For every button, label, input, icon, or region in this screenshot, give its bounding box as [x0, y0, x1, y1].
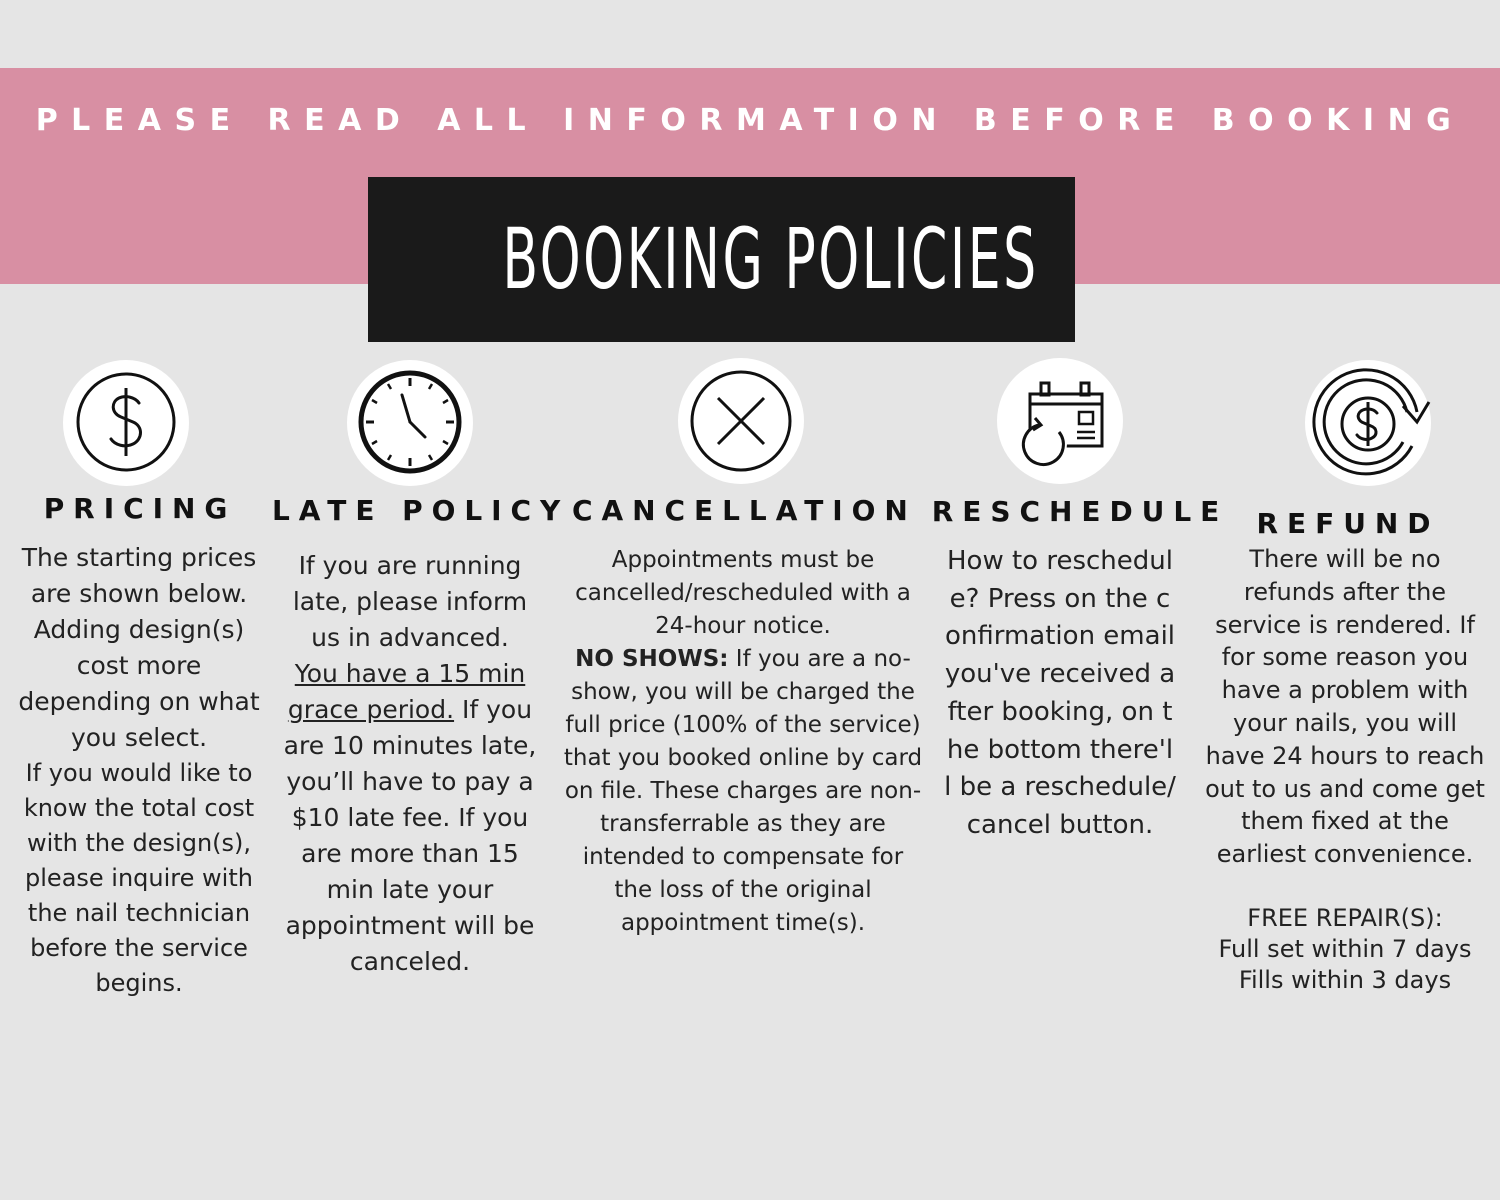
cancellation-paragraph-2 [562, 643, 924, 940]
late-fee-text: If you are 10 minutes late, you’ll have to pay a $10 late fee. If you are more than 15 min late your appointment will be canceled. [283, 695, 537, 976]
calendar-refresh-icon [997, 358, 1123, 484]
heading-pricing: PRICING [43, 492, 237, 525]
late-paragraph-2 [282, 656, 538, 980]
refund-text [1204, 543, 1486, 996]
reschedule-icon-circle [997, 358, 1123, 484]
dollar-refund-icon [1305, 360, 1431, 486]
notice-text: PLEASE READ ALL INFORMATION BEFORE BOOKING [35, 103, 1465, 138]
heading-cancellation: CANCELLATION [572, 494, 917, 527]
free-repair-full-set: Full set within 7 days [1218, 934, 1472, 963]
grace-period-text: You have a 15 min grace period. [287, 659, 526, 724]
heading-late-policy: LATE POLICY [272, 494, 570, 527]
pricing-text [10, 540, 268, 1001]
page-title: BOOKING POLICIES [502, 210, 1039, 308]
pricing-paragraph-1: The starting prices are shown below. Adding design(s) cost more depending on what you select. [18, 543, 260, 752]
cancellation-text [562, 544, 924, 940]
pricing-icon-circle [63, 360, 189, 486]
reschedule-paragraph: How to reschedule? Press on the confirmation email you've received after booking, on the bottom there'll be a reschedule/cancel button. [944, 546, 1176, 840]
free-repair-title: FREE REPAIR(S): [1247, 903, 1443, 932]
refund-paragraph: There will be no refunds after the service is rendered. If for some reason you have a problem with your nails, you will have 24 hours to reach out to us and come get them fixed at the earliest convenience. [1205, 545, 1485, 869]
cancellation-paragraph-1: Appointments must be cancelled/rescheduled with a 24-hour notice. [575, 547, 911, 639]
late-icon-circle [347, 360, 473, 486]
late-text [282, 548, 538, 980]
late-paragraph-1: If you are running late, please inform us in advanced. [292, 551, 528, 652]
x-circle-icon [678, 358, 804, 484]
cancellation-icon-circle [678, 358, 804, 484]
reschedule-text [944, 543, 1176, 845]
no-shows-label: NO SHOWS: [575, 646, 729, 672]
heading-reschedule: RESCHEDULE [931, 495, 1229, 528]
pricing-paragraph-2: If you would like to know the total cost with the design(s), please inquire with the nail technician before the service begins. [23, 759, 255, 997]
no-shows-text: If you are a no-show, you will be charged the full price (100% of the service) that you booked online by card on file. These charges are non-transferrable as they are intended to compensate for the loss of the original appointment time(s). [563, 646, 923, 936]
dollar-icon [63, 360, 189, 486]
heading-refund: REFUND [1256, 507, 1440, 540]
refund-icon-circle [1305, 360, 1431, 486]
clock-icon [347, 360, 473, 486]
free-repair-fills: Fills within 3 days [1238, 965, 1452, 994]
